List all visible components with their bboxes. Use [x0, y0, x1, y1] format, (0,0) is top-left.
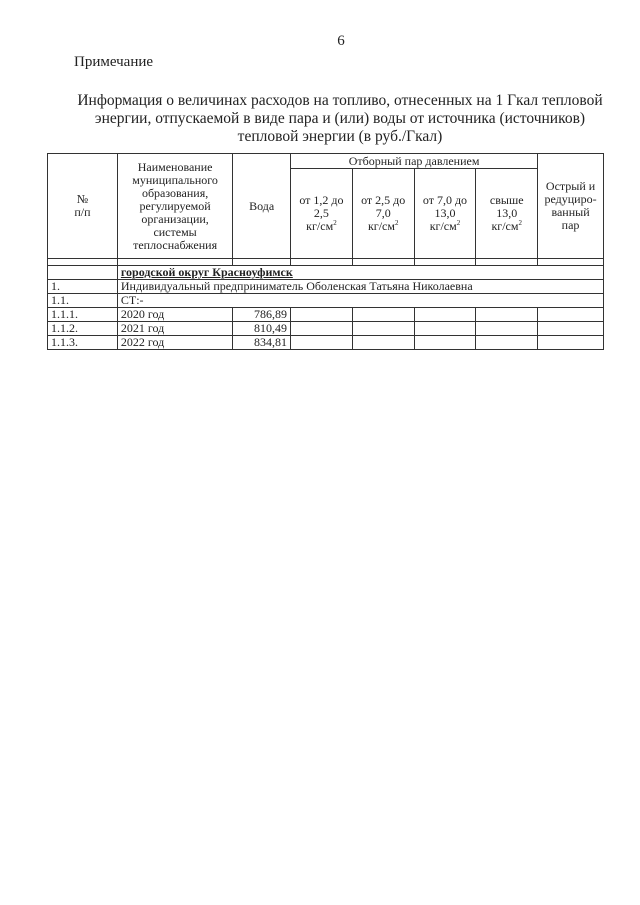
org-row-name: Индивидуальный предприниматель Оболенская Татьяна Николаевна [117, 280, 603, 294]
row-water-value: 786,89 [233, 308, 291, 322]
row-number: 1.1.2. [48, 322, 118, 336]
pressure-2-unit: кг/см [367, 219, 395, 233]
header-water: Вода [233, 154, 291, 259]
header-number-pp: п/п [74, 205, 91, 219]
header-number [48, 154, 118, 259]
title-line-2: энергии, отпускаемой в виде пара и (или) воды от источника (источников) [94, 110, 586, 127]
pressure-4-unit: кг/см [491, 219, 519, 233]
title-line-3: тепловой энергии (в руб./Гкал) [237, 128, 443, 145]
header-name: Наименование муниципального образования, регулируемой организации, системы теплоснабжения [117, 154, 232, 259]
pressure-3-unit-power: 2 [456, 219, 461, 227]
header-number-sign: № [76, 192, 89, 206]
note-heading: Примечание [74, 54, 154, 70]
row-water-value: 834,81 [233, 336, 291, 350]
header-sharp-steam: Острый и редуциро-ванный пар [538, 154, 604, 259]
pressure-3-unit: кг/см [429, 219, 457, 233]
title-line-1: Информация о величинах расходов на топливо, отнесенных на 1 Гкал тепловой [77, 92, 603, 109]
org-row [48, 280, 604, 294]
section-title: городской округ Красноуфимск [120, 265, 293, 279]
pressure-3-range: от 7,0 до 13,0 [422, 193, 468, 220]
pressure-1-unit: кг/см [306, 219, 334, 233]
row-water-value: 810,49 [233, 322, 291, 336]
page-number: 6 [337, 33, 345, 49]
system-row-name: СТ:- [117, 294, 603, 308]
pressure-1-unit-power: 2 [333, 219, 337, 227]
row-year: 2022 год [117, 336, 232, 350]
pressure-1-range: от 1,2 до 2,5 [299, 193, 344, 220]
system-row [48, 294, 604, 308]
row-number: 1.1.1. [48, 308, 118, 322]
header-pressure-2 [352, 169, 414, 259]
row-number: 1.1.3. [48, 336, 118, 350]
row-year: 2020 год [117, 308, 232, 322]
table-row [48, 322, 604, 336]
system-row-number: 1.1. [48, 294, 118, 308]
document-title [70, 92, 610, 146]
header-steam-group: Отборный пар давлением [291, 154, 538, 169]
header-pressure-3 [414, 169, 476, 259]
header-pressure-1 [291, 169, 353, 259]
fuel-cost-table [47, 153, 604, 350]
row-year: 2021 год [117, 322, 232, 336]
pressure-2-unit-power: 2 [394, 219, 399, 227]
pressure-4-unit-power: 2 [518, 219, 522, 227]
table-row [48, 308, 604, 322]
pressure-4-range: свыше 13,0 [489, 193, 524, 220]
header-pressure-4 [476, 169, 538, 259]
section-row [48, 266, 604, 280]
pressure-2-range: от 2,5 до 7,0 [361, 193, 406, 220]
org-row-number: 1. [48, 280, 118, 294]
table-row [48, 336, 604, 350]
